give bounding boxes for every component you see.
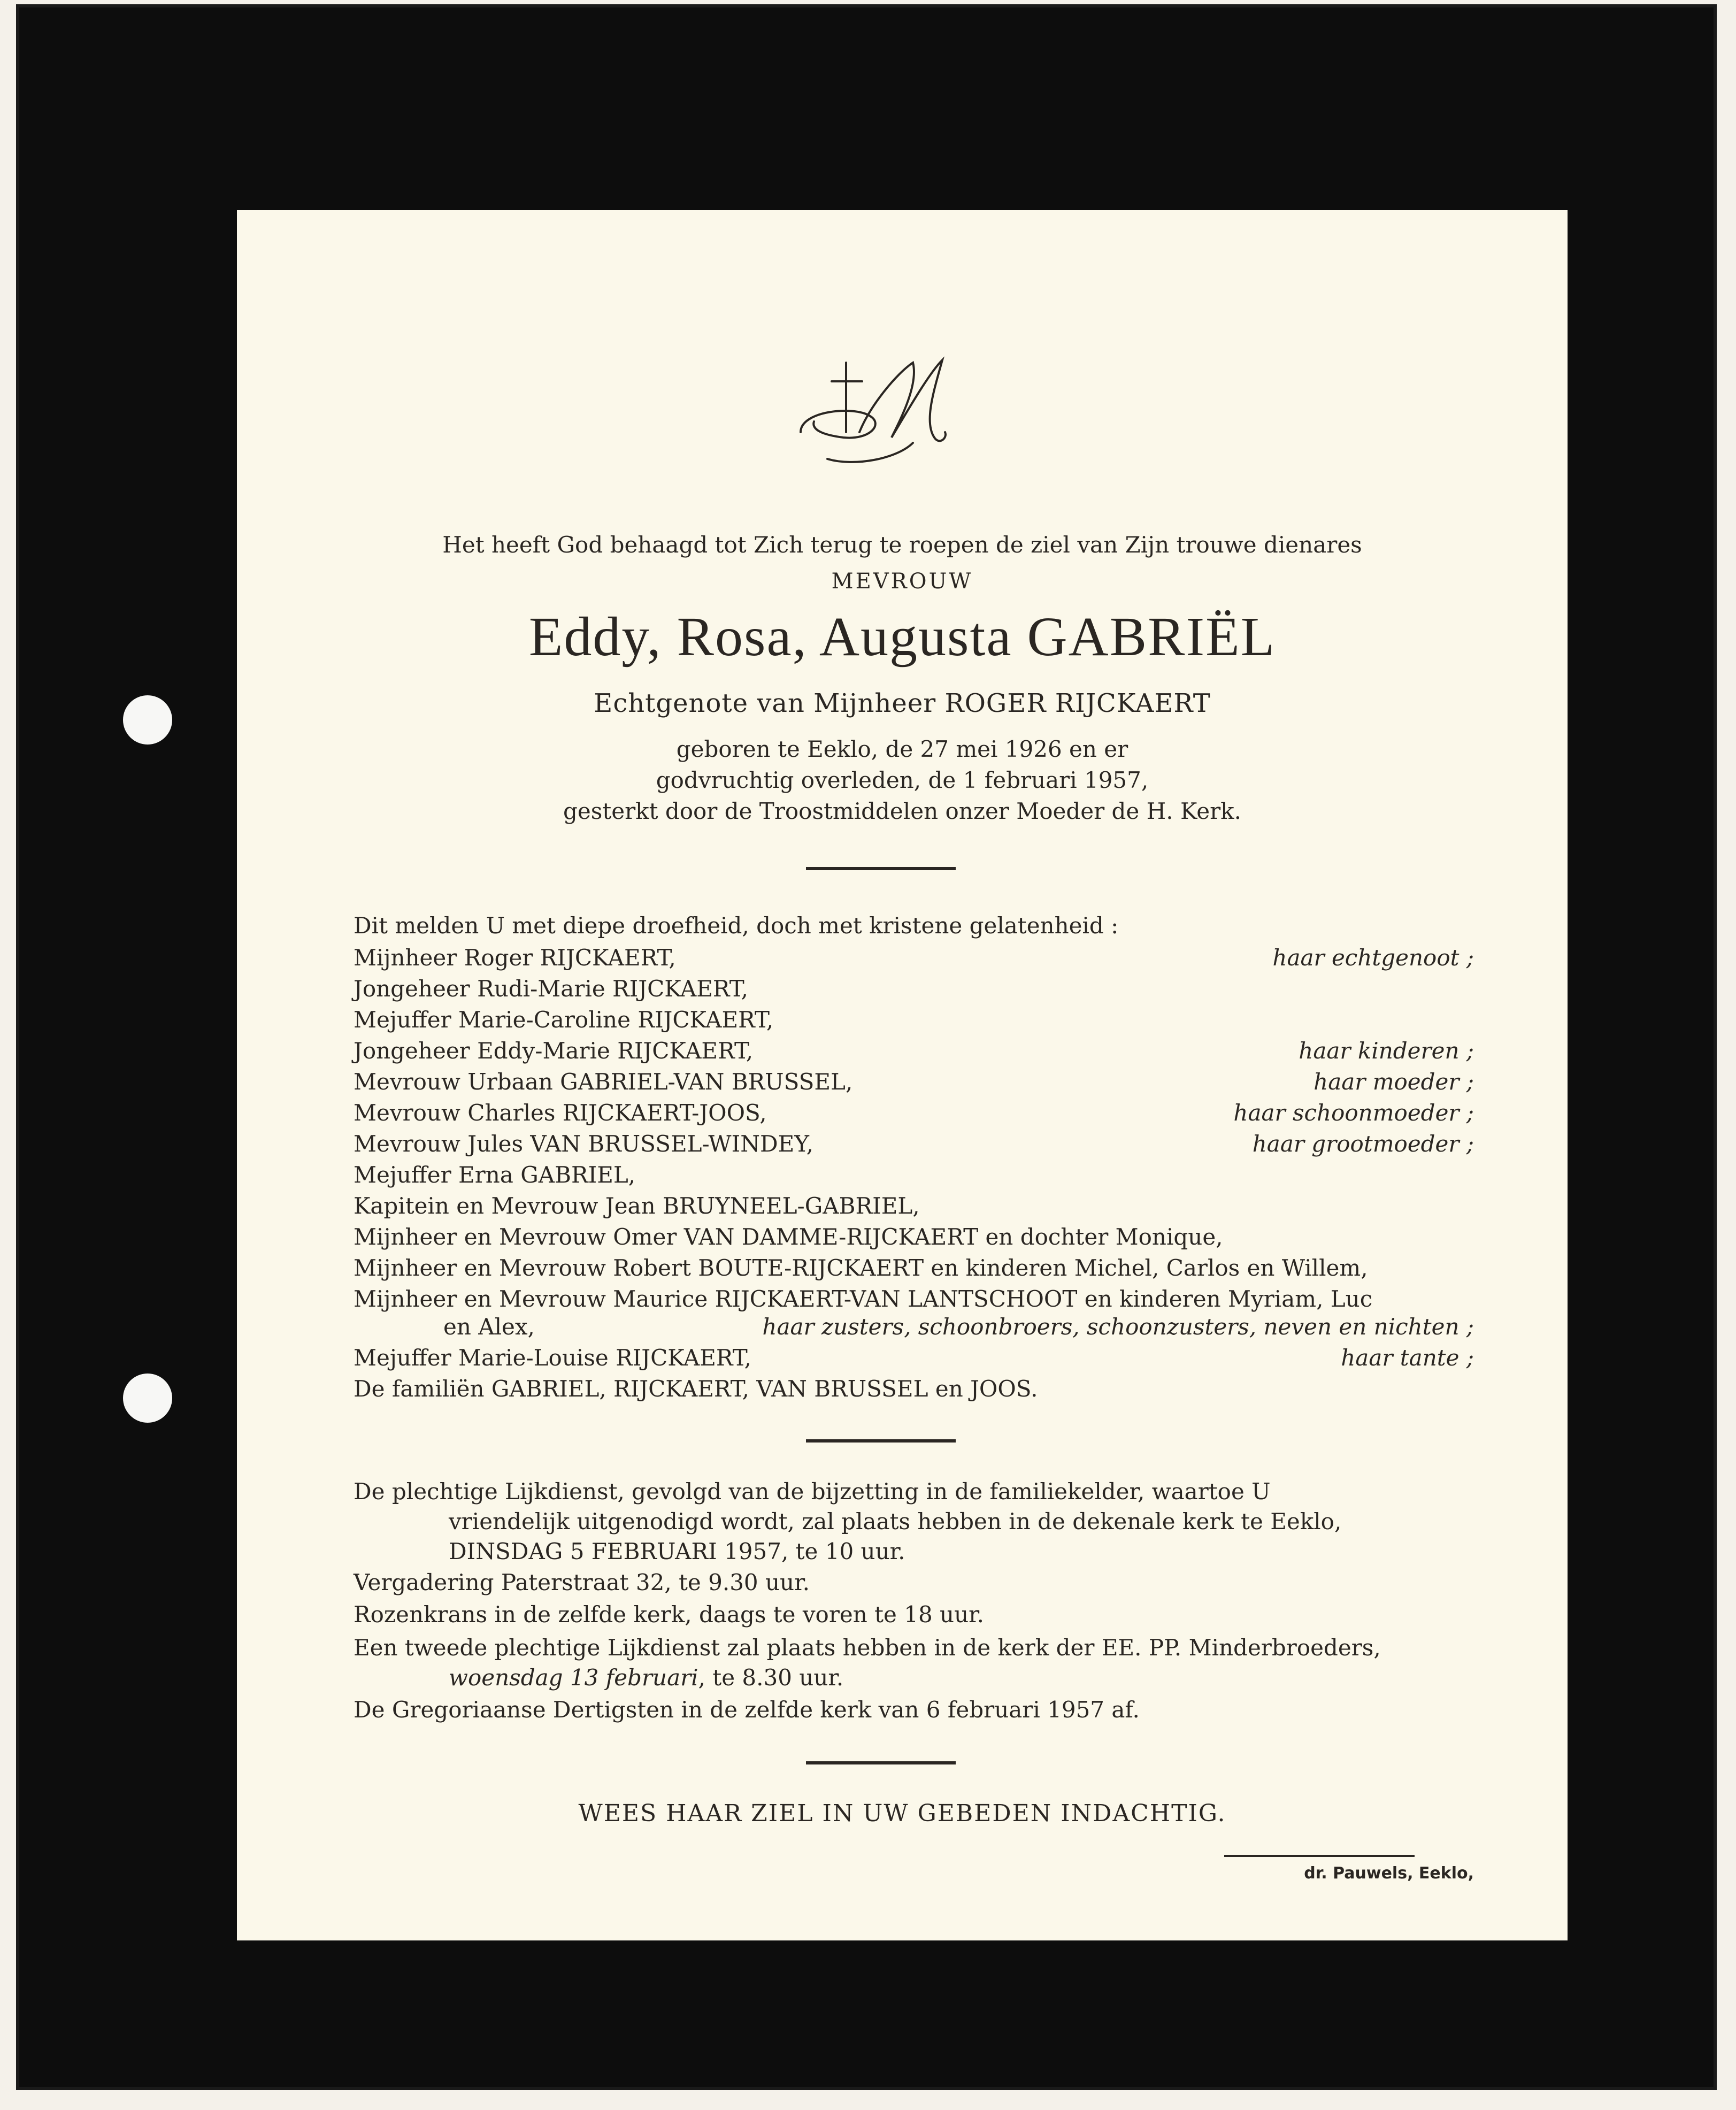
family-relation: haar tante ; bbox=[1341, 1345, 1474, 1371]
family-name: Mejuffer Marie-Louise RIJCKAERT, bbox=[354, 1345, 752, 1371]
family-name: Mijnheer Roger RIJCKAERT, bbox=[354, 945, 676, 971]
funeral-line-2: vriendelijk uitgenodigd wordt, zal plaats hebben in de dekenale kerk te Eeklo, bbox=[449, 1508, 1342, 1534]
death-line: godvruchtig overleden, de 1 februari 1957, bbox=[656, 767, 1149, 793]
divider bbox=[806, 1439, 956, 1443]
cross-monogram-icon bbox=[790, 352, 950, 475]
birth-line: geboren te Eeklo, de 27 mei 1926 en er bbox=[676, 736, 1128, 762]
second-service-date: woensdag 13 februari bbox=[449, 1664, 698, 1691]
title-mevrouw: MEVROUW bbox=[831, 569, 973, 594]
family-name: De familiën GABRIEL, RIJCKAERT, VAN BRUSSEL en JOOS. bbox=[354, 1376, 1038, 1402]
family-name: en Alex, bbox=[443, 1314, 535, 1340]
family-relation: haar schoonmoeder ; bbox=[1233, 1100, 1474, 1126]
deceased-name: Eddy, Rosa, Augusta GABRIËL bbox=[528, 606, 1276, 667]
family-name: Mijnheer en Mevrouw Omer VAN DAMME-RIJCKAERT en dochter Monique, bbox=[354, 1224, 1223, 1250]
family-name: Mijnheer en Mevrouw Robert BOUTE-RIJCKAERT en kinderen Michel, Carlos en Willem, bbox=[354, 1255, 1368, 1281]
family-name: Mejuffer Marie-Caroline RIJCKAERT, bbox=[354, 1007, 774, 1033]
funeral-line-1: De plechtige Lijkdienst, gevolgd van de bijzetting in de familiekelder, waartoe U bbox=[354, 1478, 1271, 1505]
sacraments-line: gesterkt door de Troostmiddelen onzer Moeder de H. Kerk. bbox=[563, 798, 1241, 824]
second-service-line-2 bbox=[354, 1663, 1454, 1693]
family-relation: haar zusters, schoonbroers, schoonzusters, neven en nichten ; bbox=[762, 1314, 1474, 1340]
printer-rule bbox=[1224, 1855, 1415, 1857]
funeral-paragraph bbox=[354, 1477, 1454, 1567]
printer-credit: dr. Pauwels, Eeklo, bbox=[1304, 1864, 1474, 1883]
punch-hole bbox=[123, 1374, 172, 1423]
punch-hole bbox=[123, 695, 172, 745]
spouse-line: Echtgenote van Mijnheer ROGER RIJCKAERT bbox=[594, 688, 1211, 718]
rosary-line: Rozenkrans in de zelfde kerk, daags te voren te 18 uur. bbox=[354, 1601, 984, 1628]
family-name: Mejuffer Erna GABRIEL, bbox=[354, 1162, 636, 1188]
divider bbox=[806, 867, 956, 870]
gregorian-line: De Gregoriaanse Dertigsten in de zelfde kerk van 6 februari 1957 af. bbox=[354, 1697, 1140, 1723]
closing-prayer: WEES HAAR ZIEL IN UW GEBEDEN INDACHTIG. bbox=[578, 1800, 1226, 1827]
family-name: Jongeheer Rudi-Marie RIJCKAERT, bbox=[354, 976, 748, 1002]
black-mount-board bbox=[16, 4, 1717, 2090]
family-name: Mevrouw Charles RIJCKAERT-JOOS, bbox=[354, 1100, 767, 1126]
family-relation: haar grootmoeder ; bbox=[1252, 1131, 1474, 1157]
divider bbox=[806, 1761, 956, 1764]
family-name: Mevrouw Urbaan GABRIEL-VAN BRUSSEL, bbox=[354, 1069, 853, 1095]
family-name: Jongeheer Eddy-Marie RIJCKAERT, bbox=[354, 1038, 754, 1064]
family-name: Mevrouw Jules VAN BRUSSEL-WINDEY, bbox=[354, 1131, 813, 1157]
intro-text: Het heeft God behaagd tot Zich terug te roepen de ziel van Zijn trouwe dienares bbox=[442, 532, 1362, 558]
family-relation: haar moeder ; bbox=[1313, 1069, 1474, 1095]
family-relation: haar kinderen ; bbox=[1299, 1038, 1474, 1064]
meeting-line: Vergadering Paterstraat 32, te 9.30 uur. bbox=[354, 1569, 810, 1595]
family-name: Kapitein en Mevrouw Jean BRUYNEEL-GABRIEL, bbox=[354, 1193, 920, 1219]
family-intro: Dit melden U met diepe droefheid, doch met kristene gelatenheid : bbox=[354, 912, 1119, 939]
second-service-paragraph bbox=[354, 1633, 1454, 1693]
mourning-card bbox=[237, 210, 1568, 1940]
family-name: Mijnheer en Mevrouw Maurice RIJCKAERT-VAN LANTSCHOOT en kinderen Myriam, Luc bbox=[354, 1286, 1373, 1312]
funeral-line-3: DINSDAG 5 FEBRUARI 1957, te 10 uur. bbox=[449, 1538, 905, 1564]
second-service-time: , te 8.30 uur. bbox=[698, 1664, 844, 1691]
second-service-line-1: Een tweede plechtige Lijkdienst zal plaats hebben in de kerk der EE. PP. Minderbroeders, bbox=[354, 1635, 1381, 1661]
family-relation: haar echtgenoot ; bbox=[1272, 945, 1474, 971]
